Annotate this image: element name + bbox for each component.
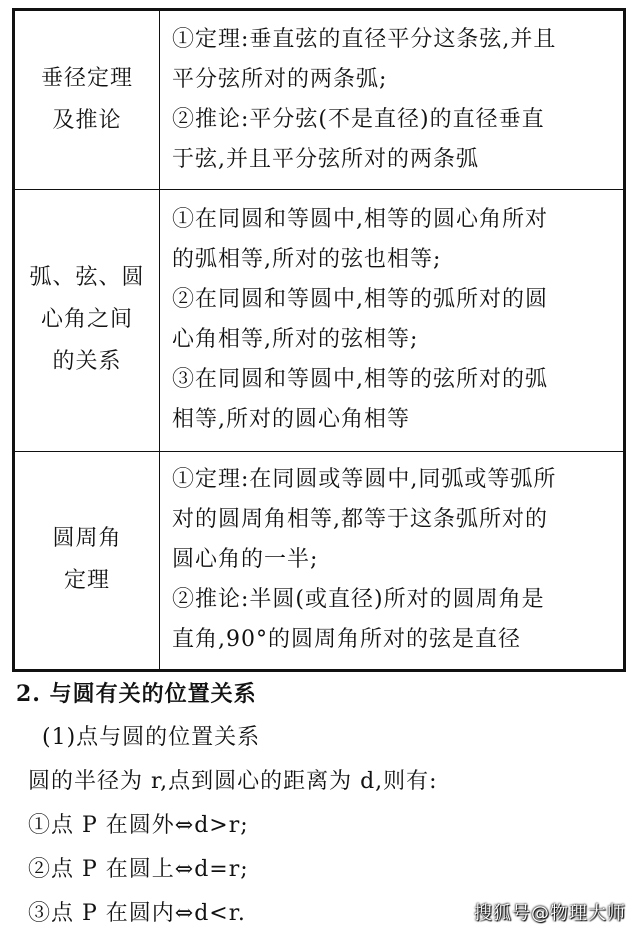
row-label (15, 11, 160, 189)
watermark: 搜狐号@物理大师 (474, 903, 626, 924)
relation-item: ①点 P 在圆外⇔d>r; (28, 813, 249, 838)
label-line: 的关系 (52, 349, 122, 374)
label-line: 垂径定理 (40, 65, 133, 91)
row-content (160, 189, 624, 451)
content-line: ②推论:平分弦(不是直径)的直径垂直 (172, 106, 545, 132)
content-line: ①定理:在同圆或等圆中,同弧或等弧所 (172, 467, 557, 493)
theorem-table (12, 8, 626, 672)
content-line: 直角,90°的圆周角所对的弦是直径 (172, 627, 521, 653)
row-label (15, 189, 160, 451)
content-line: ③在同圆和等圆中,相等的弦所对的弧 (172, 367, 548, 392)
label-line: 圆周角 (52, 526, 122, 552)
row-label (15, 451, 160, 669)
content-line: 的弧相等,所对的弦也相等; (172, 247, 442, 272)
label-line: 定理 (63, 568, 110, 594)
table-row (15, 189, 623, 451)
section-intro: 圆的半径为 r,点到圆心的距离为 d,则有: (28, 769, 438, 794)
position-relation-section (14, 672, 626, 936)
label-line: 心角之间 (40, 307, 133, 332)
table-row (15, 11, 623, 189)
content-line: 心角相等,所对的弦相等; (172, 327, 419, 352)
content-line: 平分弦所对的两条弧; (172, 66, 388, 92)
table-row (15, 451, 623, 669)
content-line: ②在同圆和等圆中,相等的弧所对的圆 (172, 287, 548, 312)
content-line: 圆心角的一半; (172, 547, 319, 573)
content-line: 于弦,并且平分弦所对的两条弧 (172, 146, 479, 172)
relation-item: ③点 P 在圆内⇔d<r. (28, 901, 246, 926)
label-line: 及推论 (52, 107, 122, 133)
content-line: ①定理:垂直弦的直径平分这条弦,并且 (172, 26, 557, 52)
row-content (160, 451, 624, 669)
relation-item: ②点 P 在圆上⇔d=r; (28, 857, 249, 882)
row-content (160, 11, 624, 189)
label-line: 弧、弦、圆 (29, 265, 145, 290)
content-line: 相等,所对的圆心角相等 (172, 407, 410, 432)
content-line: 对的圆周角相等,都等于这条弧所对的 (172, 507, 548, 533)
content-line: ①在同圆和等圆中,相等的圆心角所对 (172, 207, 548, 232)
section-title: 2. 与圆有关的位置关系 (16, 681, 257, 707)
content-line: ②推论:半圆(或直径)所对的圆周角是 (172, 587, 545, 613)
section-subtitle: (1)点与圆的位置关系 (42, 725, 261, 750)
